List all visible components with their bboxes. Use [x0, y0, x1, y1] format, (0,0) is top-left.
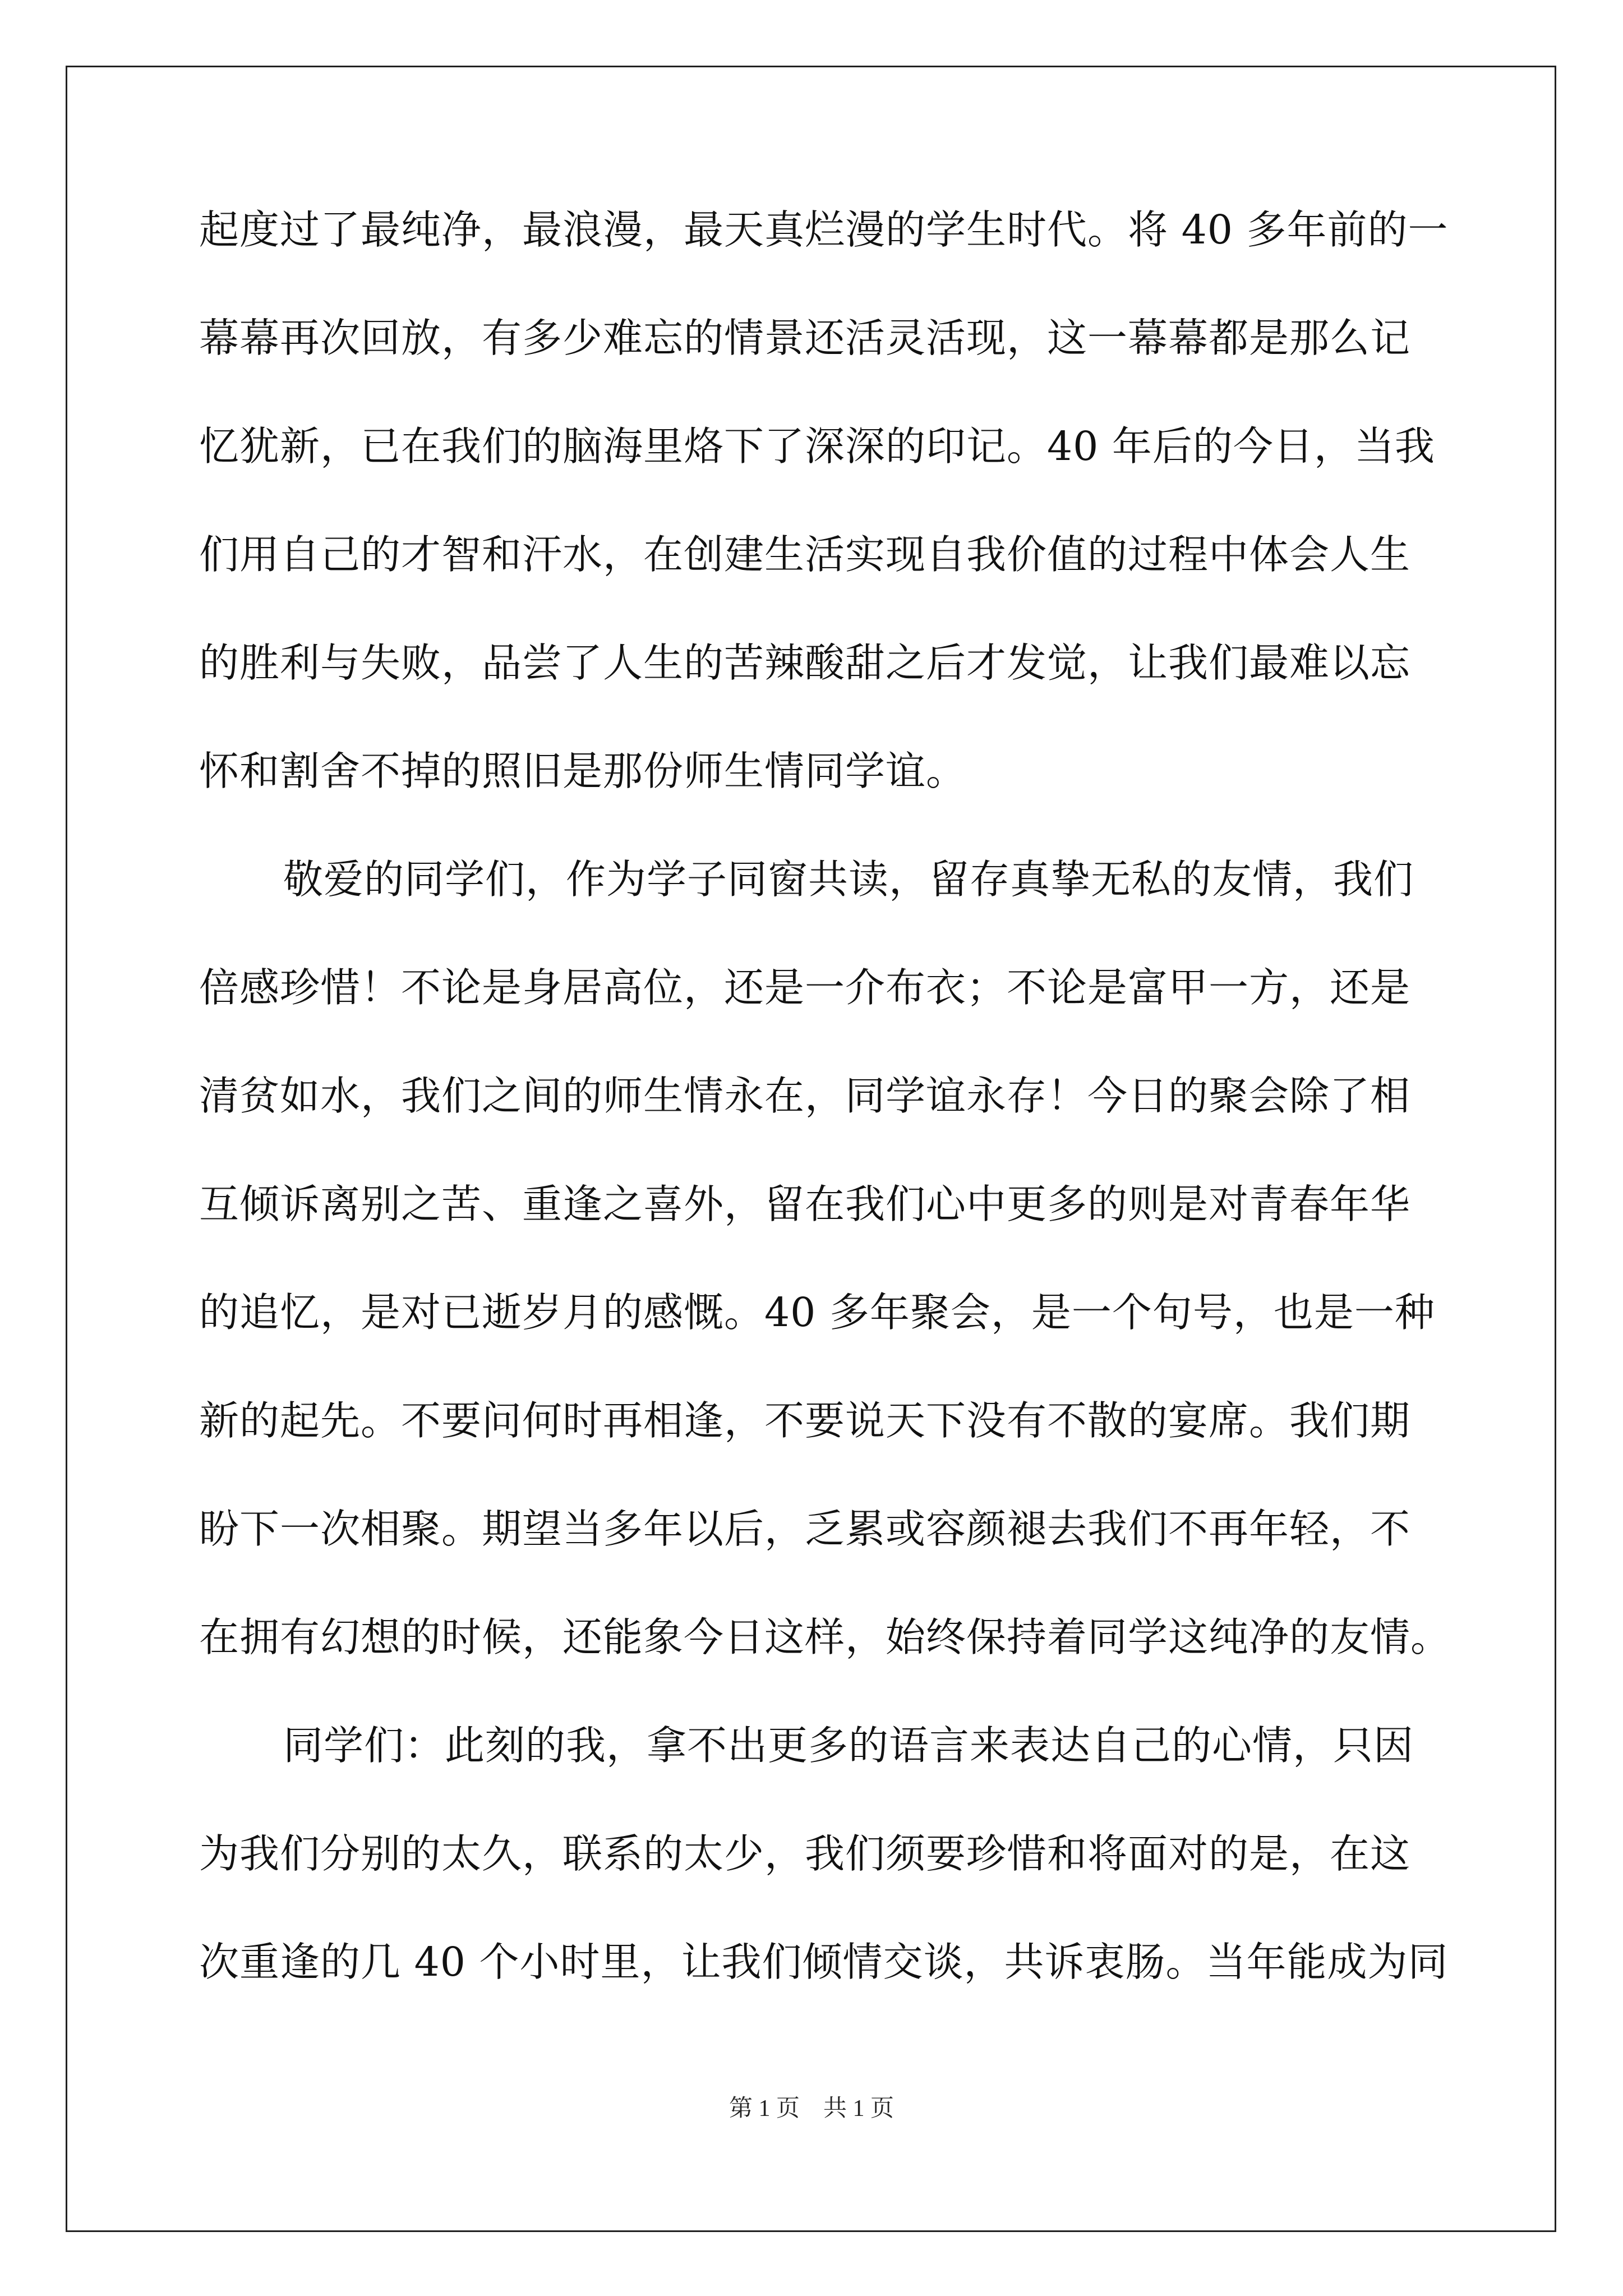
text-line: 起度过了最纯净，最浪漫，最天真烂漫的学生时代。将 40 多年前的一	[199, 206, 1449, 253]
text-line: 倍感珍惜！不论是身居高位，还是一介布衣；不论是富甲一方，还是	[199, 964, 1411, 1011]
text-line: 盼下一次相聚。期望当多年以后，乏累或容颜褪去我们不再年轻，不	[199, 1506, 1411, 1552]
paragraph-first-line: 同学们：此刻的我，拿不出更多的语言来表达自己的心情，只因	[283, 1722, 1414, 1769]
text-line: 幕幕再次回放，有多少难忘的情景还活灵活现，这一幕幕都是那么记	[199, 315, 1411, 361]
text-line: 忆犹新，已在我们的脑海里烙下了深深的印记。40 年后的今日，当我	[199, 423, 1435, 470]
text-line: 清贫如水，我们之间的师生情永在，同学谊永存！今日的聚会除了相	[199, 1073, 1411, 1119]
paragraph-first-line: 敬爱的同学们，作为学子同窗共读，留存真挚无私的友情，我们	[283, 856, 1414, 903]
page-number-footer: 第 1 页 共 1 页	[728, 2096, 894, 2122]
text-line: 的胜利与失败，品尝了人生的苦辣酸甜之后才发觉，让我们最难以忘	[199, 639, 1411, 686]
text-line: 次重逢的几 40 个小时里，让我们倾情交谈，共诉衷肠。当年能成为同	[199, 1939, 1449, 1985]
text-line: 新的起先。不要问何时再相逢，不要说天下没有不散的宴席。我们期	[199, 1397, 1411, 1444]
text-line: 互倾诉离别之苦、重逢之喜外，留在我们心中更多的则是对青春年华	[199, 1181, 1411, 1227]
text-line: 们用自己的才智和汗水，在创建生活实现自我价值的过程中体会人生	[199, 531, 1411, 578]
text-line: 在拥有幻想的时候，还能象今日这样，始终保持着同学这纯净的友情。	[199, 1614, 1451, 1660]
text-line: 怀和割舍不掉的照旧是那份师生情同学谊。	[199, 748, 967, 794]
page-border	[66, 66, 1556, 2232]
text-line: 的追忆，是对已逝岁月的感慨。40 多年聚会，是一个句号，也是一种	[199, 1289, 1435, 1336]
text-line: 为我们分别的太久，联系的太少，我们须要珍惜和将面对的是，在这	[199, 1830, 1411, 1877]
